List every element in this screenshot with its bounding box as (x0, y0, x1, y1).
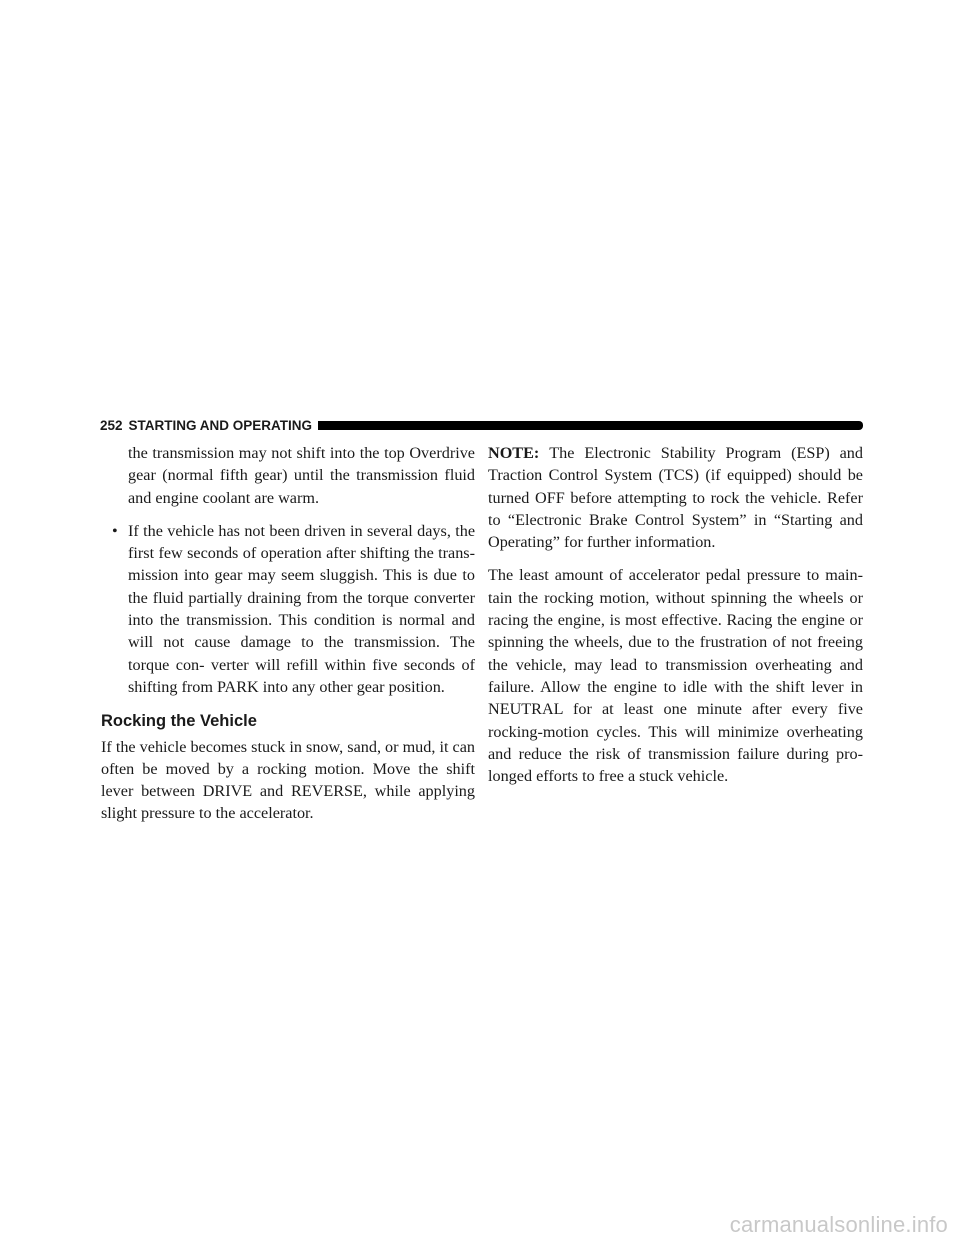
bullet-text: If the vehicle has not been driven in several days, the first few seconds of operation after shifting the trans- mission into gear may seem sluggish. This is due to the fluid partially draining from the torque converter into the transmission. This condition is normal and will not cause damage to the transmission. The torque con- verter will refill within five seconds of shifting from PARK into any other gear position. (128, 521, 475, 696)
continued-paragraph: the transmission may not shift into the top Overdrive gear (normal fifth gear) until the transmission fluid and engine coolant are warm. (128, 444, 475, 507)
page-header (100, 417, 863, 433)
pressure-paragraph: The least amount of accelerator pedal pressure to main- tain the rocking motion, without spinning the wheels or racing the engine, is most effective. Racing the engine or spinning the wheels, due to the frustration of not freeing the vehicle, may lead to transmission overheating and failure. Allow the engine to idle with the shift lever in NEUTRAL for at least one minute after every five rocking-motion cycles. This will minimize overheating and reduce the risk of transmission failure during pro- longed efforts to free a stuck vehicle. (488, 566, 863, 786)
note-paragraph (488, 442, 863, 553)
rocking-paragraph: If the vehicle becomes stuck in snow, sand, or mud, it can often be moved by a rocking motion. Move the shift lever between DRIVE and REVERSE, while applying slight pressure to the accelerator. (101, 737, 475, 823)
header-rule (318, 421, 863, 430)
bullet-icon: • (112, 521, 118, 540)
page-number: 252 (100, 417, 123, 433)
left-column (101, 442, 475, 825)
watermark: carmanualsonline.info (729, 1212, 948, 1237)
note-label: NOTE: (488, 444, 540, 462)
right-column (488, 442, 863, 787)
section-title: STARTING AND OPERATING (128, 417, 313, 433)
bullet-item (101, 520, 475, 698)
subheading-rocking-the-vehicle: Rocking the Vehicle (101, 712, 257, 731)
note-text: The Electronic Stability Program (ESP) and Traction Control System (TCS) (if equipped) should be turned OFF before attempting to rock the vehicle. Refer to “Electronic Brake Control System” in “Starting and Operating” for further information. (488, 444, 863, 552)
